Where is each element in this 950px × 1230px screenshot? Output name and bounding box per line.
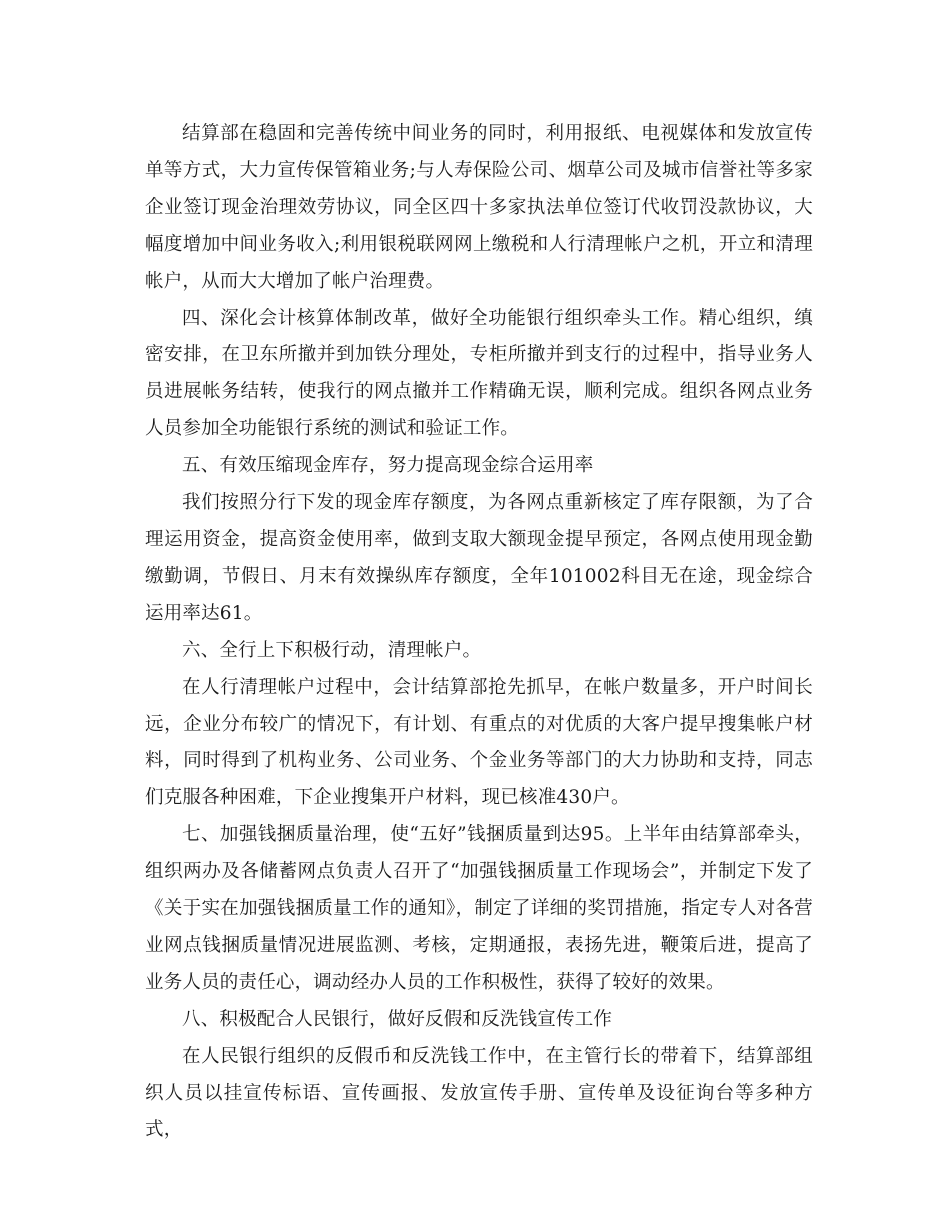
paragraph-section-four: 四、深化会计核算体制改革，做好全功能银行组织牵头工作。精心组织，缜密安排，在卫东所撤并到加铁分理处，专柜所撤并到支行的过程中，指导业务人员进展帐务结转，使我行的网点撤并工作精确无误，顺利完成。组织各网点业务人员参加全功能银行系统的测试和验证工作。 [145,307,813,440]
heading-section-eight: 八、积极配合人民银行，做好反假和反洗钱宣传工作 [182,1008,613,1030]
paragraph-settlement-business: 结算部在稳固和完善传统中间业务的同时，利用报纸、电视媒体和发放宣传单等方式，大力宣传保管箱业务;与人寿保险公司、烟草公司及城市信誉社等多家企业签订现金治理效劳协议，同全区四十多家执法单位签订代收罚没款协议，大幅度增加中间业务收入;利用银税联网网上缴税和人行清理帐户之机，开立和清理帐户，从而大大增加了帐户治理费。 [145,123,813,292]
paragraph-section-seven: 七、加强钱捆质量治理，使“五好”钱捆质量到达95。上半年由结算部牵头，组织两办及各储蓄网点负责人召开了“加强钱捆质量工作现场会”，并制定下发了《关于实在加强钱捆质量工作的通知》，制定了详细的奖罚措施，指定专人对各营业网点钱捆质量情况进展监测、考核，定期通报，表扬先进，鞭策后进，提高了业务人员的责任心，调动经办人员的工作积极性，获得了较好的效果。 [145,824,813,993]
paragraph-anti-counterfeit: 在人民银行组织的反假币和反洗钱工作中，在主管行长的带着下，结算部组织人员以挂宣传标语、宣传画报、发放宣传手册、宣传单及设征询台等多种方式， [145,1045,813,1141]
heading-section-six: 六、全行上下积极行动，清理帐户。 [182,639,482,661]
heading-section-five: 五、有效压缩现金库存，努力提高现金综合运用率 [182,455,594,477]
paragraph-cash-inventory: 我们按照分行下发的现金库存额度，为各网点重新核定了库存限额，为了合理运用资金，提高资金使用率，做到支取大额现金提早预定，各网点使用现金勤缴勤调，节假日、月末有效操纵库存额度，全年101002科目无在途，现金综合运用率达61。 [145,492,813,624]
document-body [145,116,813,1149]
paragraph-account-cleanup: 在人行清理帐户过程中，会计结算部抢先抓早，在帐户数量多，开户时间长远，企业分布较广的情况下，有计划、有重点的对优质的大客户提早搜集帐户材料，同时得到了机构业务、公司业务、个金业务等部门的大力协助和支持，同志们克服各种困难，下企业搜集开户材料，现已核准430户。 [145,676,813,809]
